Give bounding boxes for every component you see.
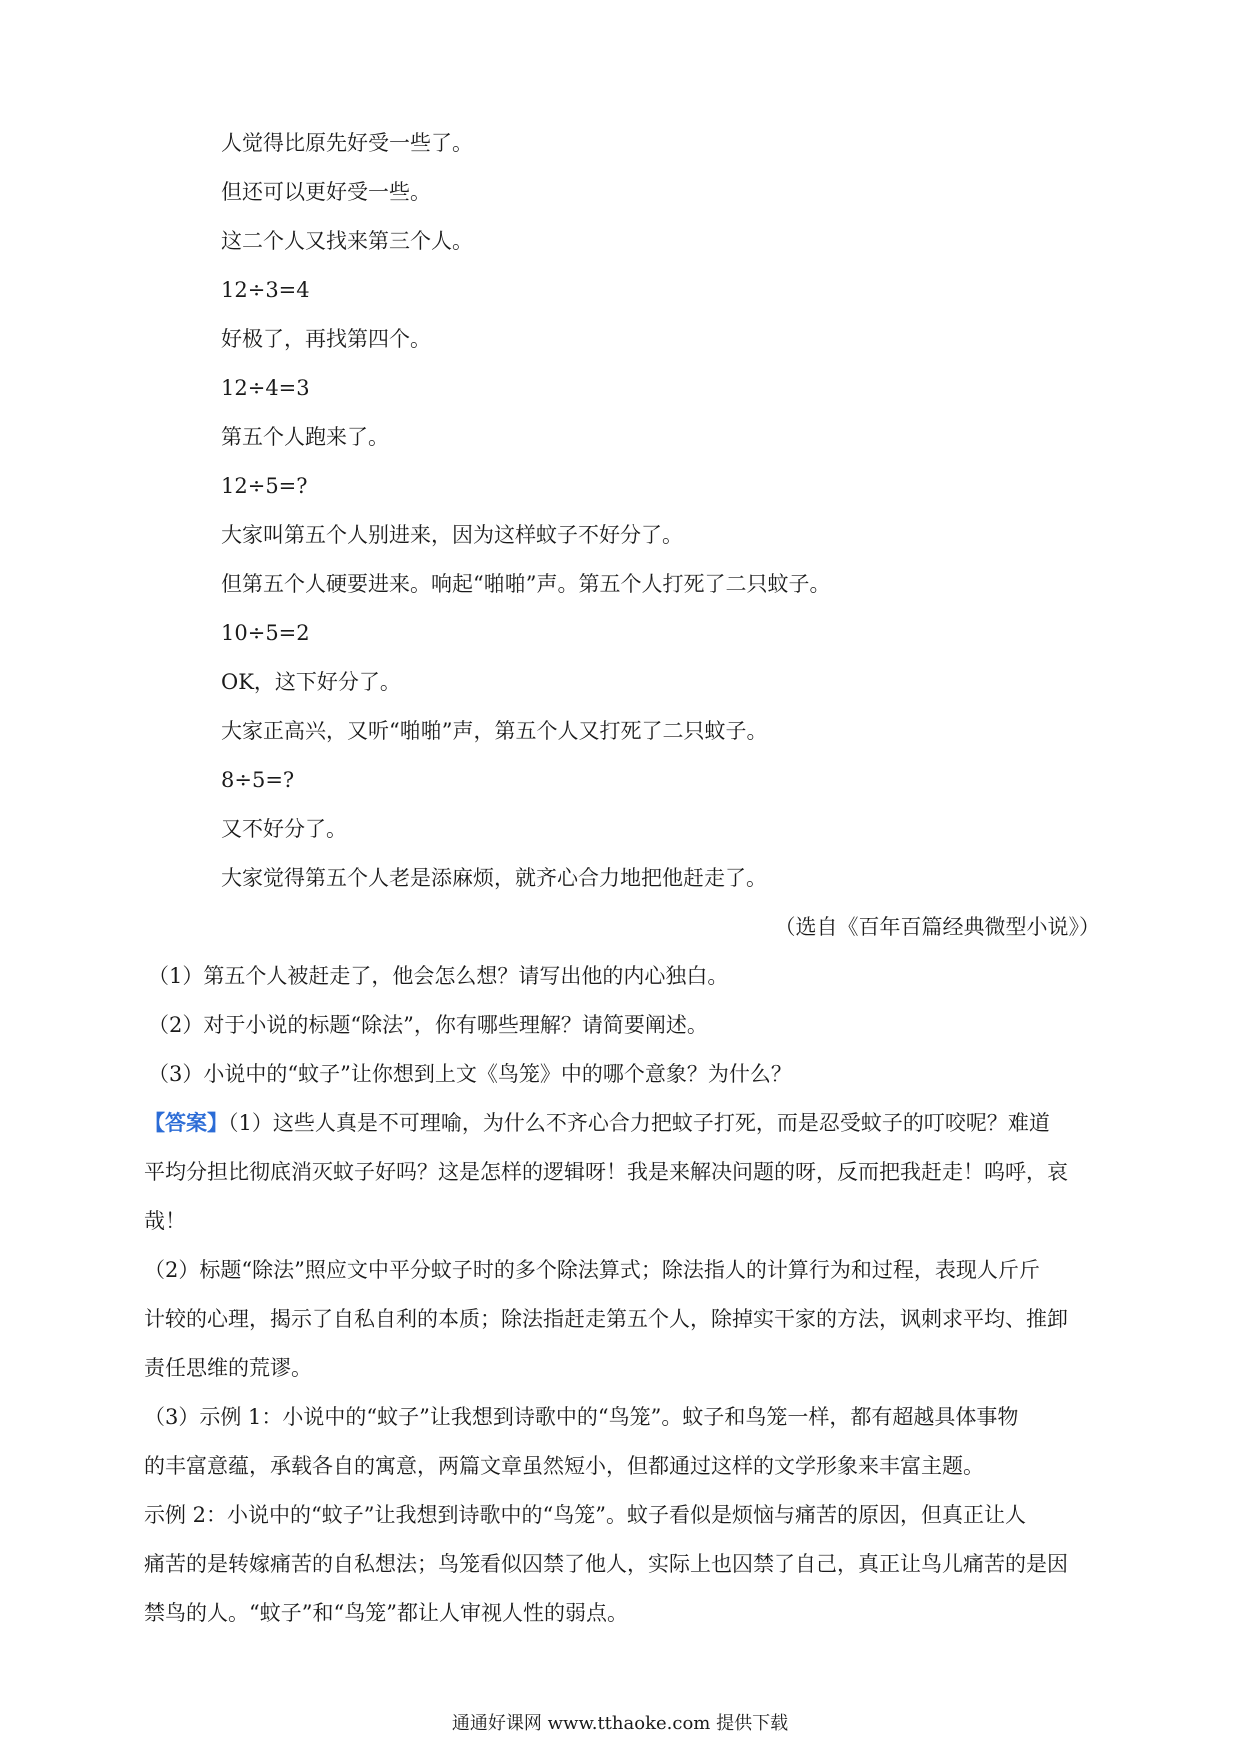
answer-line: 哉！ [144,1209,186,1233]
answer-line: （3）示例 1：小说中的“蚊子”让我想到诗歌中的“鸟笼”。蚊子和鸟笼一样，都有超越具体事物 [144,1405,1019,1429]
story-line: OK，这下好分了。 [221,670,401,694]
question-3: （3）小说中的“蚊子”让你想到上文《鸟笼》中的哪个意象？为什么？ [148,1062,792,1086]
story-line: 10÷5=2 [221,621,310,645]
story-line: 12÷4=3 [221,376,310,400]
story-line: 这二个人又找来第三个人。 [221,229,473,253]
question-2: （2）对于小说的标题“除法”，你有哪些理解？请简要阐述。 [148,1013,708,1037]
story-line: 大家叫第五个人别进来，因为这样蚊子不好分了。 [221,523,683,547]
answer-line: 痛苦的是转嫁痛苦的自私想法；鸟笼看似囚禁了他人，实际上也囚禁了自己，真正让鸟儿痛苦的是因 [144,1552,1068,1576]
story-line: 好极了，再找第四个。 [221,327,431,351]
story-line: 又不好分了。 [221,817,347,841]
answer-label: 【答案】 [144,1110,228,1135]
story-line: 但还可以更好受一些。 [221,180,431,204]
answer-line: 平均分担比彻底消灭蚊子好吗？这是怎样的逻辑呀！我是来解决问题的呀，反而把我赶走！呜呼，哀 [144,1160,1068,1184]
answer-line: 示例 2：小说中的“蚊子”让我想到诗歌中的“鸟笼”。蚊子看似是烦恼与痛苦的原因，但真正让人 [144,1503,1026,1527]
source-citation: （选自《百年百篇经典微型小说》） [774,915,1100,939]
story-line: 第五个人跑来了。 [221,425,389,449]
question-1: （1）第五个人被赶走了，他会怎么想？请写出他的内心独白。 [148,964,729,988]
story-line: 人觉得比原先好受一些了。 [221,131,473,155]
story-line: 但第五个人硬要进来。响起“啪啪”声。第五个人打死了二只蚊子。 [221,572,831,596]
answer-line: 责任思维的荒谬。 [144,1356,312,1380]
answer-line: 禁鸟的人。“蚊子”和“鸟笼”都让人审视人性的弱点。 [144,1601,628,1625]
answer-line: （2）标题“除法”照应文中平分蚊子时的多个除法算式；除法指人的计算行为和过程，表现人斤斤 [144,1258,1040,1282]
story-line: 12÷5=? [221,474,308,498]
page-footer: 通通好课网 www.tthaoke.com 提供下载 [451,1713,789,1734]
answer-line: 计较的心理，揭示了自私自利的本质；除法指赶走第五个人，除掉实干家的方法，讽刺求平均、推卸 [144,1307,1068,1331]
story-line: 大家正高兴，又听“啪啪”声，第五个人又打死了二只蚊子。 [221,719,768,743]
story-line: 8÷5=? [221,768,295,792]
story-line: 大家觉得第五个人老是添麻烦，就齐心合力地把他赶走了。 [221,866,767,890]
answer-line: 的丰富意蕴，承载各自的寓意，两篇文章虽然短小，但都通过这样的文学形象来丰富主题。 [144,1454,984,1478]
answer-text: （1）这些人真是不可理喻，为什么不齐心合力把蚊子打死，而是忍受蚊子的叮咬呢？难道 [228,1111,1050,1135]
answer-line [144,1109,1100,1137]
story-line: 12÷3=4 [221,278,310,302]
